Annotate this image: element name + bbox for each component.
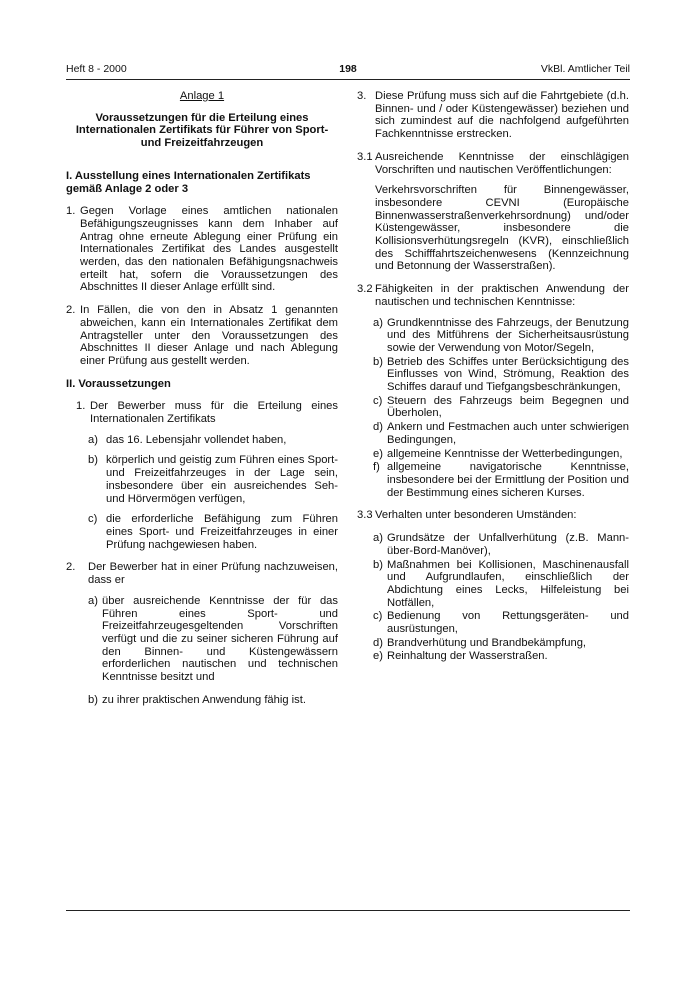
subitem-text: Grundsätze der Unfallverhütung (z.B. Mann-über-Bord-Manöver),: [387, 532, 629, 557]
item-number: 3.: [357, 90, 367, 102]
subitem-text: Steuern des Fahrzeugs beim Begegnen und Überholen,: [387, 394, 629, 420]
list-item: [357, 283, 629, 308]
subitem-text: die erforderliche Befähigung zum Führen eines Sport- und Freizeitfahrzeuges in einer Prüfung nachgewiesen haben.: [106, 513, 338, 551]
list-item: [66, 561, 338, 586]
item-number: 2.: [66, 561, 76, 574]
subitem-letter: a): [88, 594, 98, 607]
list-subitem: [373, 421, 629, 446]
list-subitem: [88, 694, 338, 707]
list-subitem: [373, 637, 629, 650]
subitem-letter: f): [373, 461, 380, 474]
item-number: 1.: [66, 205, 76, 218]
subitem-letter: e): [373, 650, 383, 663]
list-item: [66, 304, 338, 368]
item-number: 3.1: [357, 150, 373, 163]
subitem-letter: b): [88, 454, 98, 467]
subitem-letter: e): [373, 447, 383, 460]
document-title: Voraussetzungen für die Erteilung eines Internationalen Zertifikats für Führer von Sport- und Freizeitfahrzeugen: [75, 111, 329, 150]
item-text: Ausreichende Kenntnisse der einschlägigen Vorschriften und nautischen Veröffentlichungen:: [375, 150, 629, 176]
subitem-letter: a): [373, 316, 383, 329]
list-subitem: [373, 461, 629, 499]
list-item: [66, 205, 338, 294]
subitem-text: allgemeine navigatorische Kenntnisse, insbesondere bei der Ermittlung der Position und der Bestimmung eines sicheren Kurses.: [387, 461, 629, 499]
list-subitem: [373, 448, 629, 461]
list-subitem: [373, 317, 629, 355]
item-text: Diese Prüfung muss sich auf die Fahrtgebiete (d.h. Binnen- und / oder Küstengewässer) beziehen und sich zumindest auf die nachfolgend aufgeführten Fachkenntnisse erstrecken.: [375, 90, 629, 141]
item-number: 1.: [76, 400, 86, 413]
item-text: Fähigkeiten in der praktischen Anwendung der nautischen und technischen Kenntnisse:: [375, 283, 629, 308]
section-heading-1: I. Ausstellung eines Internationalen Zertifikats gemäß Anlage 2 oder 3: [66, 169, 311, 195]
item-number: 3.3: [357, 509, 373, 522]
list-item: [357, 509, 629, 522]
list-subitem: [373, 356, 629, 394]
subitem-letter: a): [88, 433, 98, 446]
item-number: 3.2: [357, 283, 373, 296]
right-column: [357, 90, 629, 663]
subitem-text: das 16. Lebensjahr vollendet haben,: [106, 433, 287, 446]
subitem-letter: c): [373, 394, 383, 407]
subitem-text: Brandverhütung und Brandbekämpfung,: [387, 636, 587, 649]
item-number: 2.: [66, 304, 76, 317]
subitem-text: Reinhaltung der Wasserstraßen.: [387, 650, 548, 663]
subitem-text: Grundkenntnisse des Fahrzeugs, der Benutzung und des Mitführens der Sicherheitsausrüstung sowie der Verwendung von Motor/Segeln,: [387, 316, 629, 354]
list-subitem: [88, 454, 338, 505]
subitem-text: Maßnahmen bei Kollisionen, Maschinenausfall und Aufgrundlaufen, einschließlich der Abdichtung eines Lecks, Hilfeleistung bei Notfällen,: [387, 558, 629, 609]
subitem-letter: d): [373, 636, 383, 649]
list-subitem: [373, 610, 629, 635]
subitem-letter: b): [88, 693, 98, 706]
item-text: Der Bewerber muss für die Erteilung eines Internationalen Zertifikats: [90, 400, 338, 426]
list-item: [76, 400, 338, 425]
list-subitem: [373, 650, 629, 663]
footer-rule: [66, 910, 630, 911]
subitem-letter: b): [373, 558, 383, 571]
subitem-letter: c): [373, 610, 383, 623]
list-item: [357, 151, 629, 176]
list-subitem: [373, 559, 629, 610]
subitem-letter: c): [88, 513, 98, 526]
subitem-letter: a): [373, 532, 383, 545]
paragraph-body: Verkehrsvorschriften für Binnengewässer, insbesondere CEVNI (Europäische Binnenwasserstraßenverkehrsordnung) und/oder Küstengewässer, insbesondere die Kollisionsverhütungsregeln (KVR), einschließlich des Schifffahrtszeichenwesens (Kennzeichnung und Betonnung der Wasserstraßen).: [375, 184, 629, 273]
page-number: 198: [339, 63, 357, 75]
left-column: [66, 90, 338, 706]
annex-label: Anlage 1: [179, 90, 225, 102]
header-rule: [66, 79, 630, 80]
subitem-text: zu ihrer praktischen Anwendung fähig ist.: [102, 693, 306, 706]
subitem-text: körperlich und geistig zum Führen eines Sport- und Freizeitfahrzeuges in der Lage sein, insbesondere über ein ausreichendes Seh- und Hörvermögen verfügen,: [106, 454, 338, 505]
subitem-letter: d): [373, 421, 383, 434]
page-header: [66, 63, 630, 79]
issue-label: Heft 8 - 2000: [66, 63, 127, 75]
item-text: Verhalten unter besonderen Umständen:: [375, 509, 577, 522]
subitem-letter: b): [373, 355, 383, 368]
subitem-text: Bedienung von Rettungsgeräten- und ausrüstungen,: [387, 610, 629, 636]
list-subitem: [88, 434, 338, 447]
subitem-text: über ausreichende Kenntnisse der für das Führen eines Sport- und Freizeitfahrzeugesgeltenden Vorschriften verfügt und die zu seiner sicheren Führung auf den Binnen- und Küstengewässern erforderlichen nautischen und technischen Kenntnisse besitzt und: [102, 594, 338, 684]
list-subitem: [373, 532, 629, 557]
item-text: In Fällen, die von den in Absatz 1 genannten abweichen, kann ein Internationales Zertifikat dem Antragsteller unter den Voraussetzungen des Abschnittes II dieser Anlage und nach Ablegung einer Prüfung aus gestellt werden.: [80, 304, 338, 367]
publication-label: VkBl. Amtlicher Teil: [540, 63, 630, 75]
section-heading-2: II. Voraussetzungen: [66, 377, 171, 390]
list-subitem: [88, 513, 338, 551]
subitem-text: allgemeine Kenntnisse der Wetterbedingungen,: [387, 447, 623, 460]
list-item: [357, 90, 629, 141]
list-subitem: [88, 595, 338, 684]
subitem-text: Betrieb des Schiffes unter Berücksichtigung des Einflusses von Wind, Strömung, Reaktion des Schiffes darauf und Tiefgangsbeschränkungen,: [387, 355, 629, 394]
list-subitem: [373, 395, 629, 420]
subitem-text: Ankern und Festmachen auch unter schwierigen Bedingungen,: [387, 421, 629, 446]
item-text: Der Bewerber hat in einer Prüfung nachzuweisen, dass er: [88, 561, 338, 587]
item-text: Gegen Vorlage eines amtlichen nationalen Befähigungszeugnisses kann dem Inhaber auf Antrag ohne erneute Ablegung einer Prüfung ein Internationales Zertifikat des Landes ausgestellt werden, das den nationalen Befähigungsnachweis erteilt hat, sofern die Voraussetzungen des Abschnittes II dieser Anlage erfüllt sind.: [80, 205, 338, 294]
